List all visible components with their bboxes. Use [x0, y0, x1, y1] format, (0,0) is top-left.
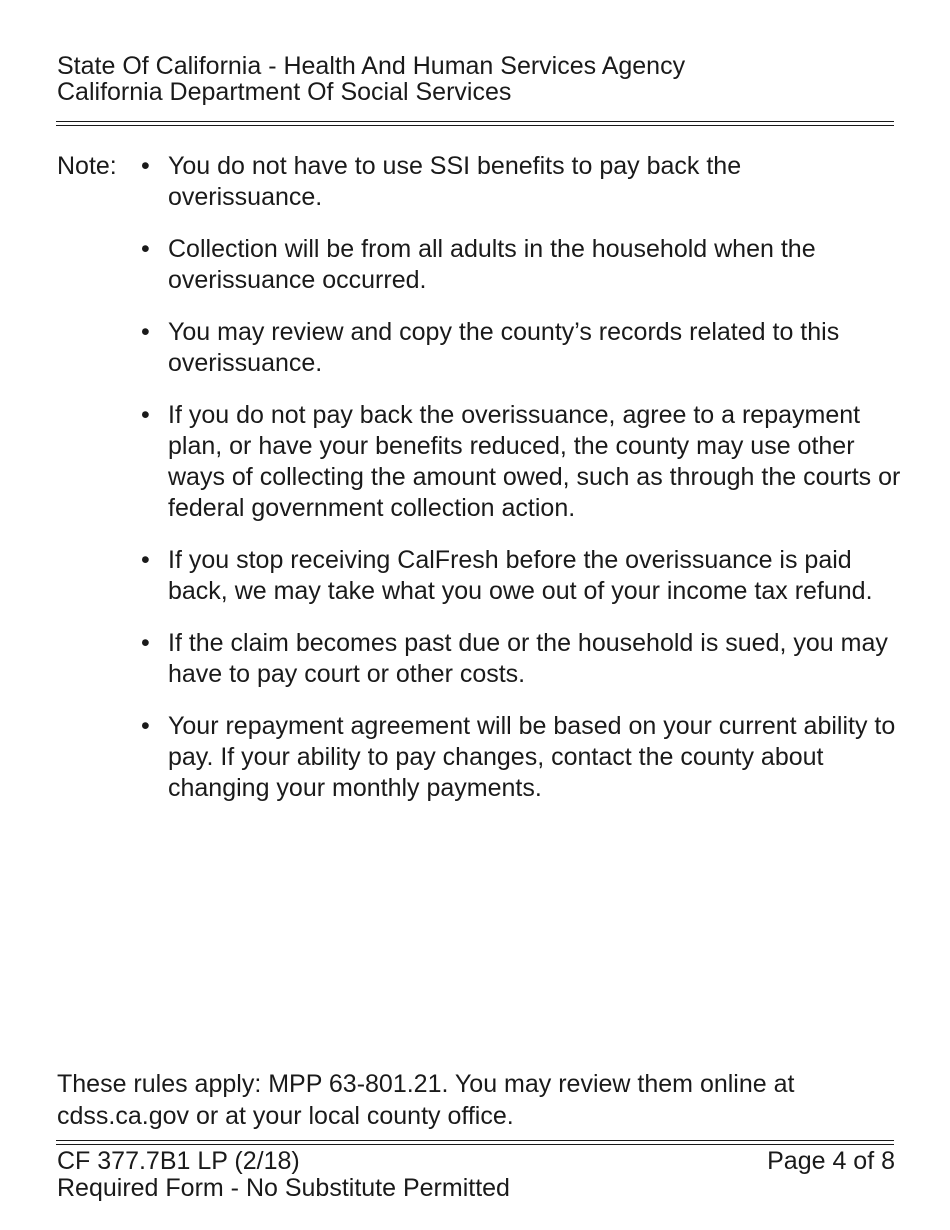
- list-item-text: You do not have to use SSI benefits to pay back the overissuance.: [168, 152, 742, 211]
- agency-name: State Of California - Health And Human Services Agency: [57, 52, 686, 80]
- list-item: [141, 151, 901, 213]
- list-item-text: If you do not pay back the overissuance, agree to a repayment plan, or have your benefits reduced, the county may use other ways of collecting the amount owed, such as through the courts or federal government collection action.: [168, 401, 901, 522]
- list-item: [141, 317, 901, 379]
- note-bullet-list: [141, 151, 901, 825]
- form-id: CF 377.7B1 LP (2/18): [57, 1147, 300, 1175]
- footer-divider: [56, 1140, 894, 1145]
- list-item: [141, 711, 901, 804]
- bullet-icon: •: [141, 712, 150, 740]
- bullet-icon: •: [141, 235, 150, 263]
- bullet-icon: •: [141, 629, 150, 657]
- header-divider: [56, 121, 894, 126]
- list-item-text: If you stop receiving CalFresh before the overissuance is paid back, we may take what you owe out of your income tax refund.: [168, 546, 873, 605]
- list-item: [141, 400, 901, 524]
- page-number: Page 4 of 8: [767, 1147, 895, 1175]
- note-label: Note:: [57, 152, 117, 180]
- list-item: [141, 628, 901, 690]
- bullet-icon: •: [141, 318, 150, 346]
- list-item-text: Collection will be from all adults in the household when the overissuance occurred.: [168, 235, 816, 294]
- bullet-icon: •: [141, 152, 150, 180]
- department-name: California Department Of Social Services: [57, 78, 512, 106]
- form-notice: Required Form - No Substitute Permitted: [57, 1174, 510, 1202]
- bullet-icon: •: [141, 546, 150, 574]
- rules-citation: These rules apply: MPP 63-801.21. You may review them online at cdss.ca.gov or at your local county office.: [57, 1070, 795, 1130]
- list-item-text: You may review and copy the county’s records related to this overissuance.: [168, 318, 840, 377]
- list-item-text: Your repayment agreement will be based on your current ability to pay. If your ability to pay changes, contact the county about changing your monthly payments.: [168, 712, 896, 802]
- page-footer: [57, 1148, 895, 1202]
- list-item-text: If the claim becomes past due or the household is sued, you may have to pay court or other costs.: [168, 629, 888, 688]
- page-header: [57, 53, 895, 105]
- list-item: [141, 545, 901, 607]
- list-item: [141, 234, 901, 296]
- bullet-icon: •: [141, 401, 150, 429]
